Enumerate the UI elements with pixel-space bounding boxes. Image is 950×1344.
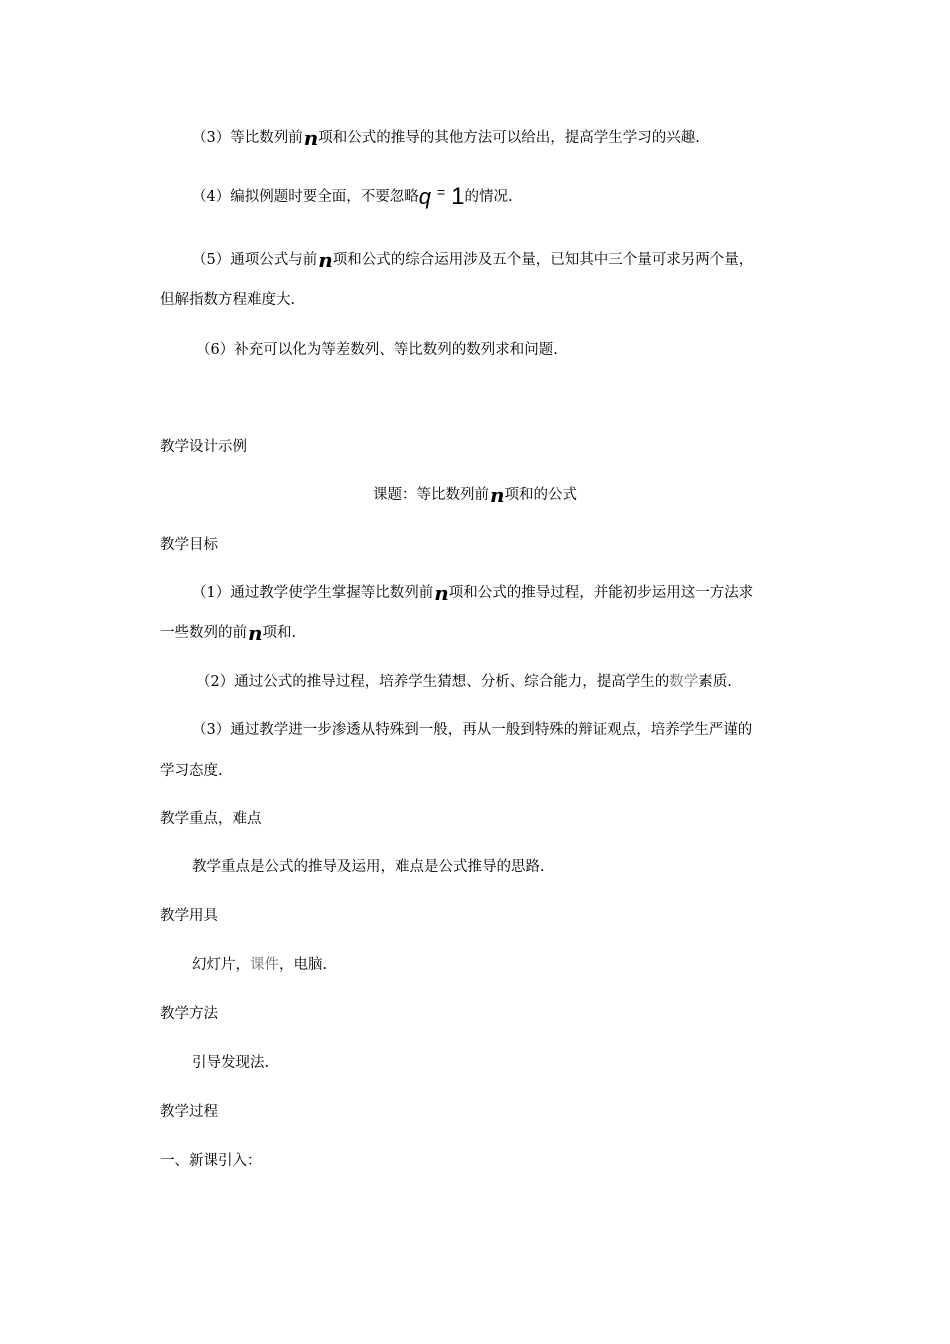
process-section-1: 一、新课引入： xyxy=(160,1153,262,1169)
process-heading: 教学过程 xyxy=(160,1104,218,1120)
note-item-5-line-2: 但解指数方程难度大. xyxy=(160,292,296,308)
goal-2-text-end: 素质. xyxy=(698,674,732,690)
tools-text-start: 幻灯片， xyxy=(192,957,250,973)
note-item-5-text-start: （5）通项公式与前 xyxy=(192,252,318,268)
lesson-topic-end: 项和的公式 xyxy=(504,487,578,503)
math-variable-n: n xyxy=(248,621,262,645)
goal-1 xyxy=(192,583,753,603)
note-item-6: （6）补充可以化为等差数列、等比数列的数列求和问题. xyxy=(196,342,558,358)
math-variable-n: n xyxy=(489,483,504,507)
method-heading: 教学方法 xyxy=(160,1006,218,1022)
method-text: 引导发现法. xyxy=(192,1055,270,1071)
math-variable-n: n xyxy=(303,126,318,150)
math-q-equals-1 xyxy=(418,182,465,210)
note-item-3-text-start: （3）等比数列前 xyxy=(192,130,303,146)
math-variable-n: n xyxy=(434,581,448,605)
keypoints-heading: 教学重点，难点 xyxy=(160,811,262,827)
goal-2-text-start: （2）通过公式的推导过程，培养学生猜想、分析、综合能力，提高学生的 xyxy=(196,674,670,690)
math-number-one: 1 xyxy=(451,183,465,210)
goal-1-line-2-start: 一些数列的前 xyxy=(160,625,247,641)
goal-3: （3）通过教学进一步渗透从特殊到一般，再从一般到特殊的辩证观点，培养学生严谨的 xyxy=(192,722,753,738)
lesson-topic xyxy=(0,485,950,505)
note-item-4-text-end: 的情况. xyxy=(464,189,513,205)
note-item-5-text-end: 项和公式的综合运用涉及五个量，已知其中三个量可求另两个量， xyxy=(332,252,754,268)
math-link[interactable]: 数学 xyxy=(669,674,699,690)
note-item-4 xyxy=(192,182,513,210)
goals-heading: 教学目标 xyxy=(160,537,218,553)
goal-1-text-end: 项和公式的推导过程，并能初步运用这一方法求 xyxy=(448,585,754,601)
note-item-4-text-start: （4）编拟例题时要全面，不要忽略 xyxy=(192,189,419,205)
tools-heading: 教学用具 xyxy=(160,908,218,924)
keypoints-text: 教学重点是公式的推导及运用，难点是公式推导的思路. xyxy=(192,859,545,875)
tools-text-end: ，电脑. xyxy=(279,957,328,973)
math-variable-q: q xyxy=(418,184,431,209)
lesson-topic-start: 课题：等比数列前 xyxy=(372,487,489,503)
design-heading: 教学设计示例 xyxy=(160,439,247,455)
goal-1-text-start: （1）通过教学使学生掌握等比数列前 xyxy=(192,585,434,601)
courseware-link[interactable]: 课件 xyxy=(250,957,279,973)
math-variable-n: n xyxy=(318,248,332,272)
note-item-3 xyxy=(192,128,700,148)
goal-1-line-2 xyxy=(160,623,296,643)
goal-2 xyxy=(196,672,732,692)
note-item-5 xyxy=(192,250,753,270)
goal-1-line-2-end: 项和. xyxy=(262,625,297,641)
goal-3-line-2: 学习态度. xyxy=(160,763,223,779)
math-equals-sign: = xyxy=(436,184,446,200)
note-item-3-text-end: 项和公式的推导的其他方法可以给出，提高学生学习的兴趣. xyxy=(318,130,700,146)
tools-text xyxy=(192,955,327,975)
